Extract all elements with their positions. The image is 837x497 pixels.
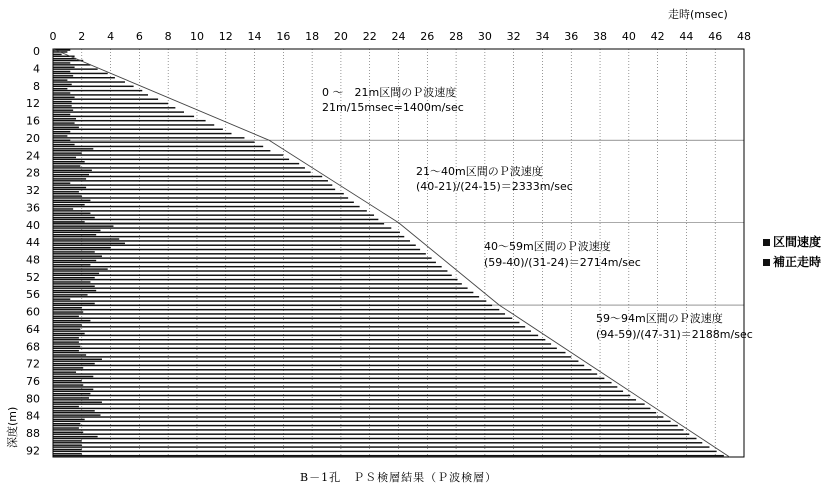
bar-interval-velocity [53,247,111,248]
bar-corrected-travel-time [53,296,479,297]
x-tick-label: 34 [535,30,550,43]
bar-interval-velocity [53,268,108,269]
bar-interval-velocity [53,84,72,85]
bar-corrected-travel-time [53,429,684,430]
x-axis-title: 走時(msec) [668,8,728,21]
bar-corrected-travel-time [53,154,283,155]
bar-corrected-travel-time [53,64,90,65]
bar-interval-velocity [53,436,98,437]
annotation-line: 59～94m区間のＰ波速度 [596,312,723,325]
bar-interval-velocity [53,148,93,149]
bar-interval-velocity [53,122,75,123]
bar-corrected-travel-time [53,318,512,319]
x-tick-label: 18 [305,30,320,43]
bar-interval-velocity [53,329,80,330]
bar-interval-velocity [53,67,75,68]
bar-corrected-travel-time [53,236,404,237]
x-tick-label: 36 [564,30,579,43]
bar-interval-velocity [53,397,89,398]
bar-corrected-travel-time [53,378,604,379]
bar-interval-velocity [53,225,113,226]
y-tick-label: 20 [26,131,40,145]
bar-interval-velocity [53,230,101,231]
bar-corrected-travel-time [53,257,432,258]
legend-swatch [763,259,770,266]
x-tick-label: 20 [333,30,348,43]
annotation-section-40-59m [484,239,641,269]
bar-corrected-travel-time [53,348,557,349]
y-tick-label: 44 [26,236,40,250]
x-tick-label: 38 [593,30,608,43]
bar-interval-velocity [53,414,101,415]
y-tick-label: 4 [33,62,40,76]
bar-corrected-travel-time [53,352,565,353]
annotation-line: 0 ～ 21m区間のＰ波速度 [322,86,457,99]
bar-interval-velocity [53,71,70,72]
bar-interval-velocity [53,213,90,214]
y-axis-title: 深度(m) [6,406,19,448]
bar-corrected-travel-time [53,94,148,95]
bar-corrected-travel-time [53,171,311,172]
bar-corrected-travel-time [53,176,322,177]
x-tick-label: 26 [420,30,435,43]
bar-interval-velocity [53,243,125,244]
bar-corrected-travel-time [53,343,551,344]
bar-corrected-travel-time [53,227,391,228]
bar-interval-velocity [53,449,82,450]
bar-interval-velocity [53,281,90,282]
bar-interval-velocity [53,367,83,368]
bar-interval-velocity [53,118,76,119]
bar-interval-velocity [53,286,95,287]
bar-interval-velocity [53,432,83,433]
bar-interval-velocity [53,101,72,102]
bar-corrected-travel-time [53,86,134,87]
bar-interval-velocity [53,105,72,106]
bar-interval-velocity [53,178,86,179]
x-tick-label: 10 [189,30,204,43]
bar-interval-velocity [53,311,83,312]
bar-corrected-travel-time [53,129,223,130]
bar-corrected-travel-time [53,292,473,293]
bar-corrected-travel-time [53,412,656,413]
y-tick-label: 32 [26,184,40,198]
bar-interval-velocity [53,140,70,141]
bar-interval-velocity [53,384,83,385]
bar-interval-velocity [53,75,73,76]
y-tick-label: 60 [26,305,40,319]
bar-interval-velocity [53,324,82,325]
bar-interval-velocity [53,204,85,205]
bar-corrected-travel-time [53,98,158,99]
x-tick-label: 30 [477,30,492,43]
bar-interval-velocity [53,131,70,132]
bar-interval-velocity [53,277,95,278]
bar-interval-velocity [53,393,90,394]
bar-interval-velocity [53,410,95,411]
bar-corrected-travel-time [53,90,142,91]
bar-interval-velocity [53,341,79,342]
bar-corrected-travel-time [53,193,344,194]
bar-corrected-travel-time [53,442,702,443]
bar-corrected-travel-time [53,206,360,207]
y-tick-label: 0 [33,45,40,59]
bar-corrected-travel-time [53,309,499,310]
bar-interval-velocity [53,320,90,321]
bar-interval-velocity [53,234,96,235]
bar-corrected-travel-time [53,214,374,215]
bar-corrected-travel-time [53,146,263,147]
bar-interval-velocity [53,294,88,295]
bar-corrected-travel-time [53,111,184,112]
bar-corrected-travel-time [53,266,442,267]
y-tick-label: 80 [26,392,40,406]
bar-interval-velocity [53,380,82,381]
bar-interval-velocity [53,350,79,351]
x-tick-label: 22 [362,30,377,43]
bar-interval-velocity [53,260,96,261]
bar-interval-velocity [53,221,85,222]
bar-corrected-travel-time [53,180,328,181]
annotation-section-59-94m [596,311,753,341]
bar-interval-velocity [53,200,90,201]
x-tick-label: 4 [107,30,115,43]
bar-corrected-travel-time [53,360,578,361]
bar-interval-velocity [53,337,79,338]
bar-corrected-travel-time [53,391,623,392]
legend-item [763,254,821,269]
y-tick-label: 52 [26,270,40,284]
bar-interval-velocity [53,273,99,274]
bar-interval-velocity [53,376,93,377]
annotation-line: (94-59)/(47-31)＝2188m/sec [596,328,753,341]
bar-corrected-travel-time [53,386,617,387]
bar-corrected-travel-time [53,120,206,121]
bar-interval-velocity [53,157,76,158]
bar-interval-velocity [53,423,80,424]
bar-corrected-travel-time [53,244,416,245]
bar-corrected-travel-time [53,399,636,400]
bar-corrected-travel-time [53,395,630,396]
bar-interval-velocity [53,255,102,256]
bar-interval-velocity [53,363,95,364]
bar-corrected-travel-time [53,189,335,190]
bar-corrected-travel-time [53,330,531,331]
bar-corrected-travel-time [53,438,696,439]
bar-corrected-travel-time [53,167,305,168]
y-tick-label: 72 [26,357,40,371]
bar-corrected-travel-time [53,103,168,104]
bar-corrected-travel-time [53,163,299,164]
bar-interval-velocity [53,182,70,183]
bar-corrected-travel-time [53,124,214,125]
bar-corrected-travel-time [53,77,115,78]
bar-corrected-travel-time [53,433,689,434]
bar-interval-velocity [53,187,86,188]
bar-interval-velocity [53,97,75,98]
bar-corrected-travel-time [53,232,400,233]
bar-corrected-travel-time [53,133,232,134]
bar-corrected-travel-time [53,116,194,117]
bar-corrected-travel-time [53,253,426,254]
bar-corrected-travel-time [53,425,678,426]
bar-corrected-travel-time [53,137,244,138]
bar-interval-velocity [53,92,70,93]
bar-interval-velocity [53,79,67,80]
x-tick-label: 48 [737,30,751,43]
bar-corrected-travel-time [53,408,650,409]
x-tick-label: 46 [708,30,723,43]
bar-corrected-travel-time [53,339,545,340]
bar-corrected-travel-time [53,262,436,263]
legend-swatch [763,239,770,246]
y-tick-label: 16 [26,114,40,128]
bar-corrected-travel-time [53,279,458,280]
y-tick-label: 8 [33,79,40,93]
bar-interval-velocity [53,444,82,445]
annotation-line: (59-40)/(31-24)＝2714m/sec [484,256,641,269]
bar-corrected-travel-time [53,219,378,220]
bar-interval-velocity [53,354,86,355]
bar-interval-velocity [53,191,79,192]
y-tick-label: 40 [26,218,40,232]
annotation-line: 21m/15msec=1400m/sec [322,101,464,114]
bar-corrected-travel-time [53,275,452,276]
x-tick-label: 0 [49,30,57,43]
bar-corrected-travel-time [53,240,410,241]
bar-corrected-travel-time [53,249,420,250]
bar-interval-velocity [53,114,70,115]
bar-interval-velocity [53,389,93,390]
bar-corrected-travel-time [53,369,591,370]
bar-corrected-travel-time [53,305,492,306]
bar-interval-velocity [53,62,70,63]
bar-interval-velocity [53,371,76,372]
bar-corrected-travel-time [53,403,645,404]
bar-corrected-travel-time [53,365,584,366]
y-tick-label: 92 [26,444,40,458]
bar-corrected-travel-time [53,455,724,456]
y-tick-label: 24 [26,149,40,163]
legend-label: 補正走時 [773,255,822,269]
bar-interval-velocity [53,419,85,420]
bar-corrected-travel-time [53,446,709,447]
bar-corrected-travel-time [53,451,717,452]
bar-corrected-travel-time [53,73,108,74]
bar-corrected-travel-time [53,313,505,314]
annotation-section-21-40m [416,164,573,193]
legend [763,234,821,269]
x-tick-label: 14 [247,30,262,43]
bar-corrected-travel-time [53,202,354,203]
bar-interval-velocity [53,135,67,136]
y-tick-label: 12 [26,97,40,111]
legend-label: 区間速度 [773,235,822,249]
bar-interval-velocity [53,307,82,308]
bar-corrected-travel-time [53,210,367,211]
y-tick-label: 68 [26,340,40,354]
bar-interval-velocity [53,251,95,252]
bar-interval-velocity [53,109,73,110]
y-tick-label: 48 [26,253,40,267]
figure-caption: B－1孔 ＰＳ検層結果（Ｐ波検層） [300,471,498,484]
legend-item [763,234,821,249]
x-tick-label: 32 [506,30,521,43]
bar-interval-velocity [53,174,89,175]
bar-corrected-travel-time [53,81,125,82]
x-tick-label: 2 [78,30,86,43]
x-tick-label: 40 [621,30,636,43]
x-tick-label: 8 [164,30,172,43]
y-tick-label: 76 [26,375,40,389]
bar-interval-velocity [53,217,95,218]
y-tick-label: 64 [26,322,40,336]
bar-corrected-travel-time [53,373,597,374]
bar-interval-velocity [53,54,62,55]
bar-interval-velocity [53,152,82,153]
bar-interval-velocity [53,165,80,166]
annotation-line: 40～59m区間のＰ波速度 [484,240,611,253]
bar-interval-velocity [53,406,79,407]
annotation-section-0-21m [322,85,464,114]
bar-interval-velocity [53,144,75,145]
y-tick-label: 84 [26,409,40,423]
x-tick-label: 12 [218,30,233,43]
bar-corrected-travel-time [53,141,255,142]
x-tick-label: 28 [449,30,464,43]
annotation-line: 21～40m区間のＰ波速度 [416,165,543,178]
annotation-line: (40-21)/(24-15)＝2333m/sec [416,180,573,193]
y-tick-label: 28 [26,166,40,180]
bar-interval-velocity [53,170,92,171]
bar-interval-velocity [53,208,73,209]
bar-corrected-travel-time [53,322,519,323]
bar-corrected-travel-time [53,335,538,336]
bar-interval-velocity [53,359,102,360]
bar-interval-velocity [53,264,90,265]
bar-corrected-travel-time [53,283,462,284]
bar-interval-velocity [53,195,82,196]
bar-corrected-travel-time [53,421,671,422]
bar-corrected-travel-time [53,223,384,224]
bar-interval-velocity [53,453,82,454]
x-tick-label: 42 [650,30,665,43]
bar-corrected-travel-time [53,326,525,327]
bar-interval-velocity [53,161,85,162]
bar-interval-velocity [53,290,96,291]
bar-corrected-travel-time [53,184,332,185]
bar-corrected-travel-time [53,107,175,108]
y-tick-label: 88 [26,427,40,441]
bar-interval-velocity [53,316,79,317]
bar-corrected-travel-time [53,416,663,417]
bar-corrected-travel-time [53,68,98,69]
bar-interval-velocity [53,440,82,441]
bar-interval-velocity [53,298,70,299]
bar-corrected-travel-time [53,159,289,160]
bar-corrected-travel-time [53,287,468,288]
y-tick-label: 56 [26,288,40,302]
x-tick-label: 6 [135,30,143,43]
bar-interval-velocity [53,127,79,128]
bar-corrected-travel-time [53,197,348,198]
bar-interval-velocity [53,58,76,59]
bar-corrected-travel-time [53,382,612,383]
bar-corrected-travel-time [53,300,486,301]
bar-interval-velocity [53,303,95,304]
x-tick-label: 16 [276,30,291,43]
bar-corrected-travel-time [53,270,447,271]
x-tick-label: 24 [391,30,406,43]
bar-interval-velocity [53,238,119,239]
x-tick-label: 44 [679,30,694,43]
bar-interval-velocity [53,427,79,428]
bar-interval-velocity [53,88,67,89]
bar-interval-velocity [53,402,102,403]
bar-interval-velocity [53,333,85,334]
bar-interval-velocity [53,346,80,347]
bar-corrected-travel-time [53,356,571,357]
y-tick-label: 36 [26,201,40,215]
bar-corrected-travel-time [53,150,270,151]
